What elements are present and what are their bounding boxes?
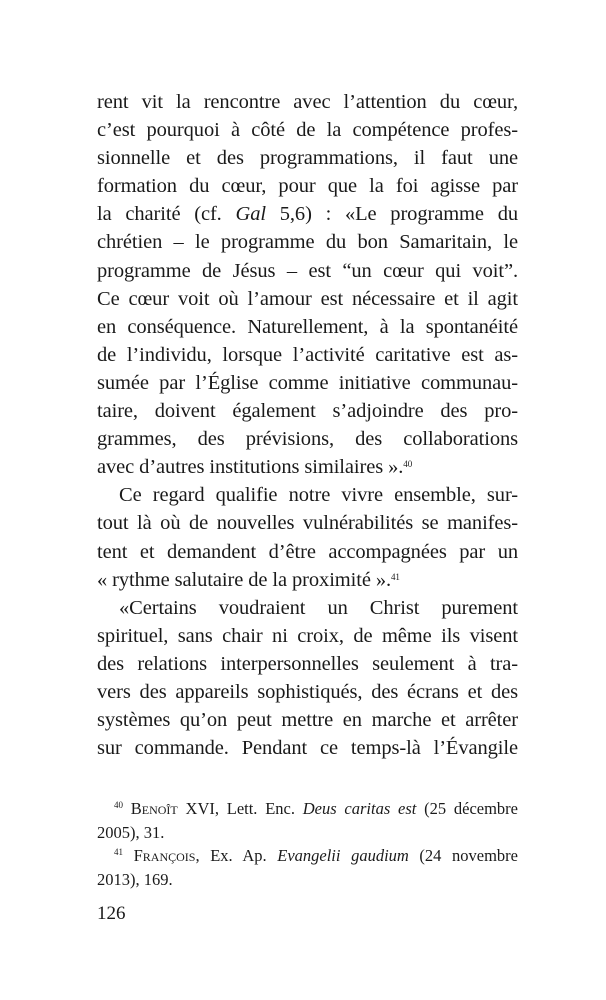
- text-run: chrétien – le programme du bon Samaritain, le: [97, 231, 518, 254]
- footnote-line: [97, 868, 518, 892]
- text-line: [97, 341, 518, 369]
- text-line: [97, 144, 518, 172]
- text-line: [97, 453, 518, 481]
- text-run: rent vit la rencontre avec l’attention du cœur,: [97, 91, 518, 113]
- text-run: systèmes qu’on peut mettre en marche et arrêter: [97, 709, 518, 732]
- text-line: [97, 88, 518, 116]
- text-line: [97, 509, 518, 537]
- italic-text: Deus caritas est: [302, 799, 417, 818]
- footnote-line: [97, 797, 518, 821]
- text-run: , Ex. Ap.: [195, 846, 278, 865]
- text-run: programme de Jésus – est “un cœur qui voit”.: [97, 259, 518, 282]
- text-line: [97, 397, 518, 425]
- text-run: en conséquence. Naturellement, à la spontanéité: [97, 315, 518, 338]
- footnotes: [97, 797, 518, 891]
- text-line: [97, 228, 518, 256]
- text-run: c’est pourquoi à côté de la compétence profes-: [97, 119, 518, 142]
- italic-text: Gal: [235, 203, 266, 226]
- text-run: vers des appareils sophistiqués, des écrans et des: [97, 680, 518, 703]
- text-run: grammes, des prévisions, des collaborations: [97, 428, 518, 451]
- footnote-line: [97, 821, 518, 845]
- text-run: avec d’autres institutions similaires ».: [97, 456, 404, 479]
- text-run: 2013), 169.: [97, 869, 173, 889]
- text-run: Ce cœur voit où l’amour est nécessaire et il agit: [97, 287, 518, 310]
- text-line: [97, 734, 518, 762]
- text-run: (25 décembre: [416, 799, 519, 818]
- text-run: (24 novembre: [408, 846, 518, 865]
- text-line: [97, 706, 518, 734]
- text-run: 5,6) : «Le programme du: [265, 203, 518, 226]
- text-run: XVI, Lett. Enc.: [177, 799, 303, 818]
- footnote-ref: 41: [391, 571, 400, 582]
- text-line: [97, 622, 518, 650]
- text-run: sionnelle et des programmations, il faut une: [97, 147, 518, 170]
- text-run: François: [133, 846, 196, 865]
- footnote-ref: 40: [403, 459, 413, 470]
- text-line: [97, 200, 518, 228]
- text-line: [97, 650, 518, 678]
- text-line: [97, 172, 518, 200]
- text-line: [97, 538, 518, 566]
- text-line: [97, 678, 518, 706]
- text-run: Ce regard qualifie notre vivre ensemble, sur-: [119, 484, 518, 507]
- footnote-line: [97, 844, 518, 868]
- footnote-ref: 40: [114, 800, 123, 810]
- text-run: sur commande. Pendant ce temps-là l’Évangile: [97, 737, 518, 760]
- text-run: «Certains voudraient un Christ purement: [119, 596, 518, 619]
- text-run: [123, 846, 134, 865]
- text-line: [97, 285, 518, 313]
- text-line: [97, 566, 518, 594]
- text-run: taire, doivent également s’adjoindre des pro-: [97, 400, 518, 423]
- text-run: des relations interpersonnelles seulement à tra-: [97, 652, 518, 675]
- body-text: [97, 88, 518, 762]
- text-line: [97, 369, 518, 397]
- text-run: la charité (cf.: [97, 203, 236, 226]
- footnote-ref: 41: [114, 847, 123, 857]
- text-run: tent et demandent d’être accompagnées par un: [97, 540, 518, 563]
- text-run: de l’individu, lorsque l’activité caritative est as-: [97, 343, 518, 366]
- text-line: [97, 594, 518, 622]
- text-run: spirituel, sans chair ni croix, de même ils visent: [97, 624, 518, 647]
- text-run: 2005), 31.: [97, 822, 165, 842]
- text-line: [97, 313, 518, 341]
- text-line: [97, 481, 518, 509]
- page-number: 126: [97, 903, 126, 924]
- text-line: [97, 425, 518, 453]
- text-line: [97, 257, 518, 285]
- text-run: [123, 799, 131, 818]
- text-run: tout là où de nouvelles vulnérabilités se manifes-: [97, 512, 518, 535]
- text-run: Benoît: [130, 799, 178, 818]
- text-line: [97, 116, 518, 144]
- text-run: « rythme salutaire de la proximité ».: [97, 568, 392, 591]
- text-run: sumée par l’Église comme initiative communau-: [97, 371, 518, 394]
- italic-text: Evangelii gaudium: [277, 846, 409, 865]
- text-run: formation du cœur, pour que la foi agisse par: [97, 175, 518, 198]
